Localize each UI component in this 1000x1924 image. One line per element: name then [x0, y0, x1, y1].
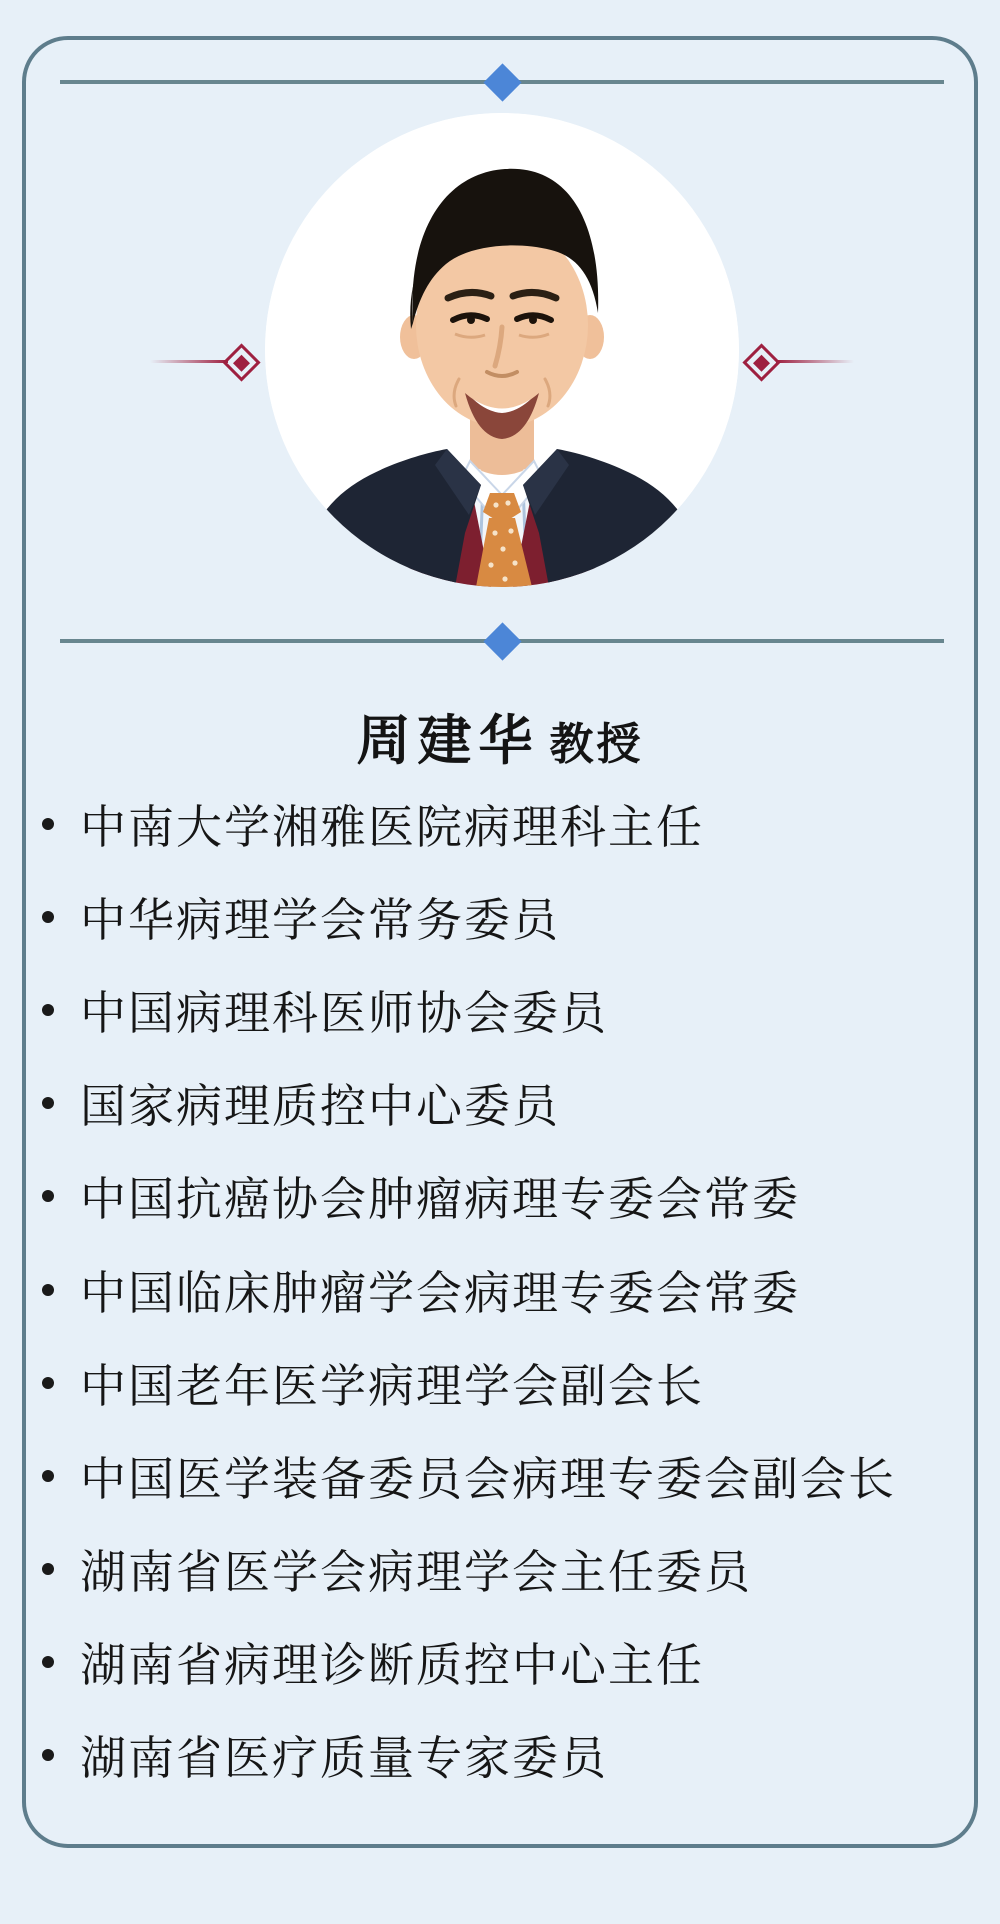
list-item [30, 777, 970, 870]
bullet-dot-icon [42, 1749, 54, 1761]
list-item [30, 1150, 970, 1243]
credential-text: 中华病理学会常务委员 [80, 893, 560, 946]
person-name: 周建华 [356, 711, 540, 771]
bullet-dot-icon [42, 1004, 54, 1016]
list-item [30, 1336, 970, 1429]
left-diamond-fill [233, 354, 250, 371]
bullet-dot-icon [42, 1377, 54, 1389]
credentials-list [30, 777, 970, 1802]
credential-text: 中国临床肿瘤学会病理专委会常委 [80, 1266, 800, 1319]
credential-text: 湖南省医学会病理学会主任委员 [80, 1546, 752, 1599]
bullet-dot-icon [42, 1097, 54, 1109]
page-title [0, 698, 1000, 771]
credential-text: 中国病理科医师协会委员 [80, 986, 608, 1039]
credential-text: 中南大学湘雅医院病理科主任 [80, 800, 704, 853]
credential-text: 中国老年医学病理学会副会长 [80, 1359, 704, 1412]
portrait-photo [265, 113, 739, 587]
credential-text: 湖南省医疗质量专家委员 [80, 1732, 608, 1785]
left-ornament-line [150, 360, 228, 363]
credential-text: 中国抗癌协会肿瘤病理专委会常委 [80, 1173, 800, 1226]
list-item [30, 1709, 970, 1802]
list-item [30, 1429, 970, 1522]
credential-text: 国家病理质控中心委员 [80, 1080, 560, 1133]
list-item [30, 1616, 970, 1709]
list-item [30, 1243, 970, 1336]
list-item [30, 963, 970, 1056]
bullet-dot-icon [42, 1284, 54, 1296]
bullet-dot-icon [42, 1656, 54, 1668]
credential-text: 湖南省病理诊断质控中心主任 [80, 1639, 704, 1692]
bullet-dot-icon [42, 1470, 54, 1482]
portrait-illustration [265, 113, 739, 587]
bullet-dot-icon [42, 911, 54, 923]
right-ornament-line [776, 360, 854, 363]
bullet-dot-icon [42, 818, 54, 830]
list-item [30, 870, 970, 963]
person-title: 教授 [549, 720, 644, 769]
credential-text: 中国医学装备委员会病理专委会副会长 [80, 1452, 896, 1505]
bullet-dot-icon [42, 1190, 54, 1202]
right-diamond-fill [753, 354, 770, 371]
list-item [30, 1057, 970, 1150]
bullet-dot-icon [42, 1563, 54, 1575]
list-item [30, 1523, 970, 1616]
